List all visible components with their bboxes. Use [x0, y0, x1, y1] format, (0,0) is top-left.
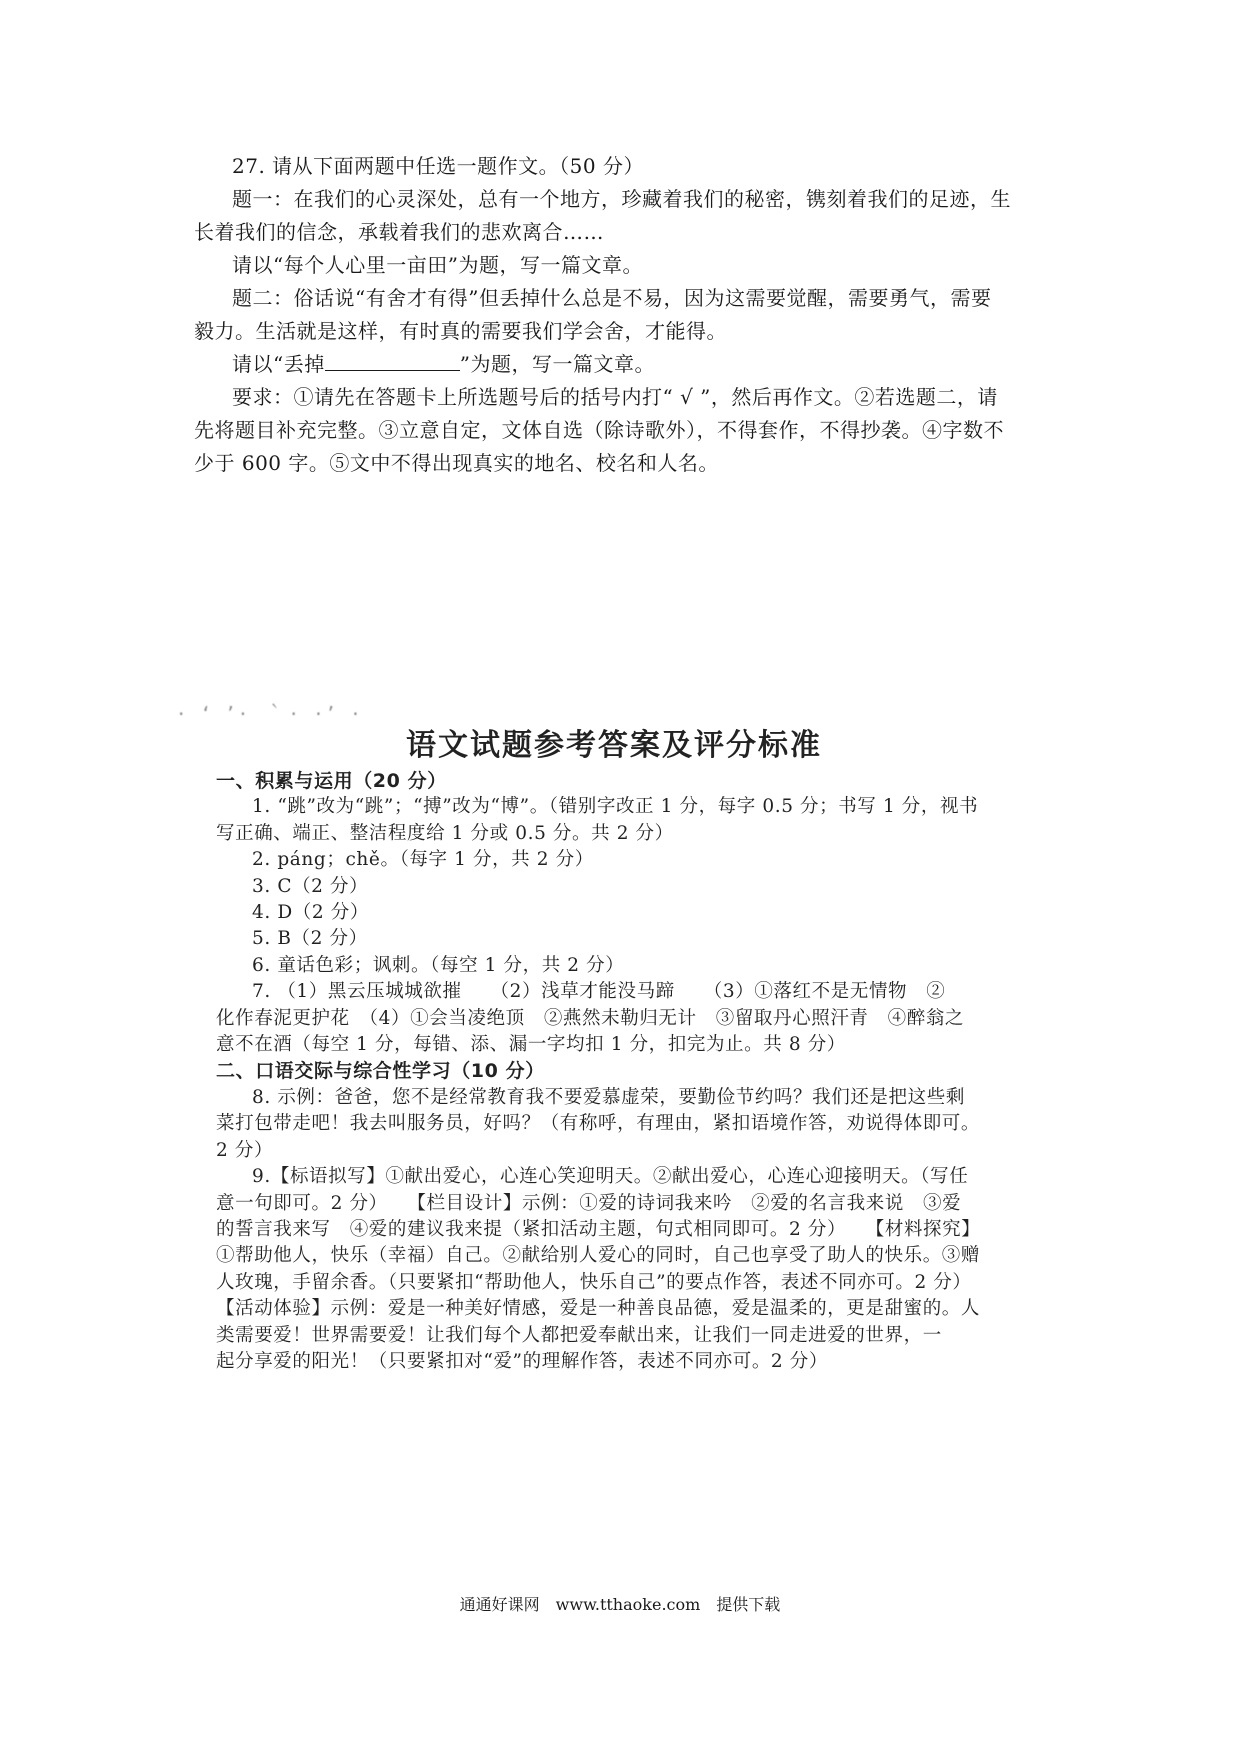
fill-in-blank-line — [325, 352, 460, 371]
answer-1-line1: 1. “跳”改为“跳”；“搏”改为“博”。（错别字改正 1 分，每字 0.5 分；书写 1 分，视书 — [252, 796, 979, 818]
requirements-line3: 少于 600 字。⑤文中不得出现真实的地名、校名和人名。 — [194, 451, 719, 475]
answer-9-line2: 意一句即可。2 分） 【栏目设计】示例：①爱的诗词我来吟 ②爱的名言我来说 ③爱 — [216, 1192, 962, 1214]
topic2-instruction-before: 请以“丢掉 — [232, 352, 325, 376]
requirements-line2: 先将题目补充完整。③立意自定，文体自选（除诗歌外），不得套作，不得抄袭。④字数不 — [194, 418, 1004, 442]
answer-key-body — [216, 768, 1036, 1375]
answer-key-title: 语文试题参考答案及评分标准 — [406, 728, 822, 763]
topic1-line1: 题一：在我们的心灵深处，总有一个地方，珍藏着我们的秘密，镌刻着我们的足迹，生 — [232, 187, 1011, 211]
topic1-instruction: 请以“每个人心里一亩田”为题，写一篇文章。 — [232, 253, 643, 277]
answer-key-scan — [178, 702, 1040, 1412]
answer-4: 4. D（2 分） — [252, 902, 369, 924]
answer-6: 6. 童话色彩；讽刺。（每空 1 分，共 2 分） — [252, 954, 625, 976]
page-footer: 通通好课网 www.tthaoke.com 提供下载 — [459, 1595, 781, 1614]
answer-2: 2. páng；chě。（每字 1 分，共 2 分） — [252, 849, 594, 871]
topic2-line1: 题二：俗话说“有舍才有得”但丢掉什么总是不易，因为这需要觉醒，需要勇气，需要 — [232, 286, 992, 310]
answer-8-line1: 8. 示例：爸爸，您不是经常教育我不要爱慕虚荣，要勤俭节约吗？我们还是把这些剩 — [252, 1086, 965, 1108]
section-heading-1: 一、积累与运用（20 分） — [216, 770, 447, 792]
answer-9-line7: 类需要爱！世界需要爱！让我们每个人都把爱奉献出来，让我们一同走进爱的世界，一 — [216, 1324, 942, 1346]
answer-8-line2: 菜打包带走吧！我去叫服务员，好吗？（有称呼，有理由，紧扣语境作答，劝说得体即可。 — [216, 1113, 981, 1135]
topic2-instruction-after: ”为题，写一篇文章。 — [459, 352, 655, 376]
topic2-line2: 毅力。生活就是这样，有时真的需要我们学会舍，才能得。 — [194, 319, 727, 343]
answer-8-line3: 2 分） — [216, 1139, 274, 1161]
scan-artifact-marks: · ‘ ’· ｀· ·’ · — [178, 702, 365, 726]
topic1-line2: 长着我们的信念，承载着我们的悲欢离合…… — [194, 220, 604, 244]
topic2-instruction — [194, 348, 1058, 381]
answer-1-line2: 写正确、端正、整洁程度给 1 分或 0.5 分。共 2 分） — [216, 822, 674, 844]
question-heading: 27. 请从下面两题中任选一题作文。（50 分） — [232, 154, 644, 178]
requirements-line1: 要求：①请先在答题卡上所选题号后的括号内打“ √ ”，然后再作文。②若选题二，请 — [232, 385, 998, 409]
answer-9-line3: 的誓言我来写 ④爱的建议我来提（紧扣活动主题，句式相同即可。2 分） 【材料探究】 — [216, 1218, 981, 1240]
answer-9-line4: ①帮助他人，快乐（幸福）自己。②献给别人爱心的同时，自己也享受了助人的快乐。③赠 — [216, 1245, 981, 1267]
answer-7-line2: 化作春泥更护花 （4）①会当凌绝顶 ②燕然未勒归无计 ③留取丹心照汗青 ④醉翁之 — [216, 1007, 965, 1029]
answer-9-line6: 【活动体验】示例：爱是一种美好情感，爱是一种善良品德，爱是温柔的，更是甜蜜的。人 — [216, 1298, 981, 1320]
answer-5: 5. B（2 分） — [252, 928, 368, 950]
answer-9-line1: 9.【标语拟写】①献出爱心，心连心笑迎明天。②献出爱心，心连心迎接明天。（写任 — [252, 1166, 969, 1188]
answer-7-line3: 意不在酒（每空 1 分，每错、添、漏一字均扣 1 分，扣完为止。共 8 分） — [216, 1034, 846, 1056]
answer-3: 3. C（2 分） — [252, 875, 369, 897]
answer-7-line1: 7. （1）黑云压城城欲摧 （2）浅草才能没马蹄 （3）①落红不是无情物 ② — [252, 981, 946, 1003]
answer-9-line5: 人玫瑰，手留余香。（只要紧扣“帮助他人，快乐自己”的要点作答，表述不同亦可。2 分） — [216, 1271, 972, 1293]
question-27 — [194, 150, 1058, 480]
section-heading-2: 二、口语交际与综合性学习（10 分） — [216, 1060, 545, 1083]
answer-9-line8: 起分享爱的阳光！（只要紧扣对“爱”的理解作答，表述不同亦可。2 分） — [216, 1350, 828, 1372]
